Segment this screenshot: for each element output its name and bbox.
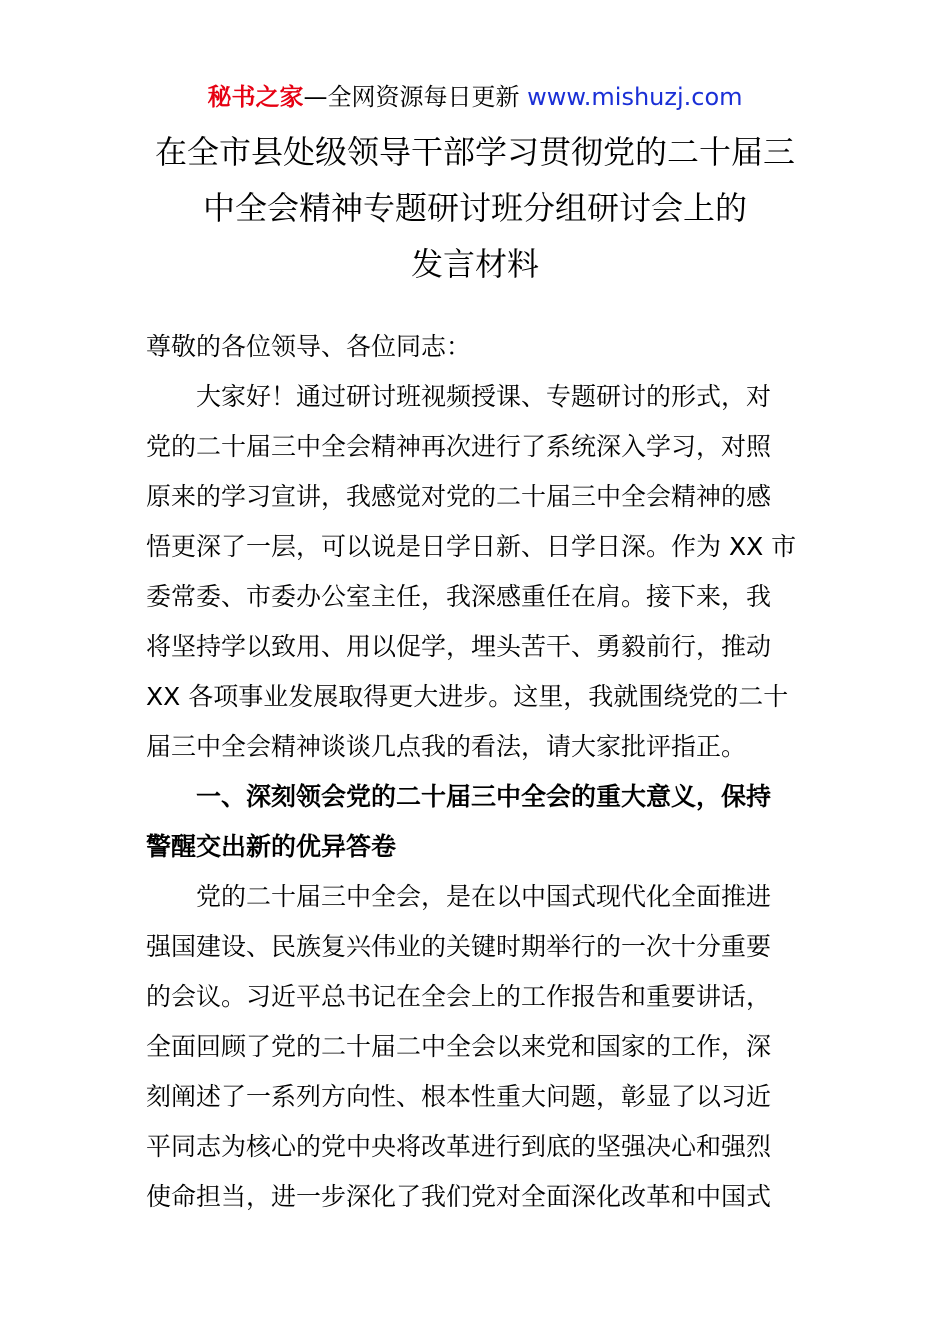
site-slogan: —全网资源每日更新: [303, 83, 528, 111]
title-line-1: 在全市县处级领导干部学习贯彻党的二十届三: [154, 133, 795, 171]
paragraph-2-line: 全面回顾了党的二十届二中全会以来党和国家的工作，深: [146, 1032, 772, 1061]
paragraph-1-line: 党的二十届三中全会精神再次进行了系统深入学习，对照: [146, 432, 772, 461]
section-heading-1: 警醒交出新的优异答卷: [146, 832, 397, 861]
site-header: [0, 80, 950, 114]
document-title: [0, 124, 950, 292]
paragraph-1-line: 大家好！通过研讨班视频授课、专题研讨的形式，对: [196, 382, 772, 411]
site-brand: 秘书之家: [207, 83, 304, 111]
paragraph-2-line: 强国建设、民族复兴伟业的关键时期举行的一次十分重要: [146, 932, 772, 961]
salutation: 尊敬的各位领导、各位同志：: [146, 332, 472, 361]
paragraph-2-line: 刻阐述了一系列方向性、根本性重大问题，彰显了以习近: [146, 1082, 772, 1111]
title-line-2: 中全会精神专题研讨班分组研讨会上的: [202, 189, 747, 227]
title-line-3: 发言材料: [410, 245, 539, 283]
site-url-link[interactable]: www.mishuzj.com: [527, 83, 743, 111]
paragraph-1-line: XX 各项事业发展取得更大进步。这里，我就围绕党的二十: [146, 682, 789, 711]
paragraph-2-line: 党的二十届三中全会，是在以中国式现代化全面推进: [196, 882, 772, 911]
paragraph-1-line: 届三中全会精神谈谈几点我的看法，请大家批评指正。: [146, 732, 747, 761]
paragraph-1-line: 原来的学习宣讲，我感觉对党的二十届三中全会精神的感: [146, 482, 772, 511]
paragraph-2-line: 使命担当，进一步深化了我们党对全面深化改革和中国式: [146, 1182, 772, 1211]
paragraph-1-line: 悟更深了一层，可以说是日学日新、日学日深。作为 XX 市: [146, 532, 797, 561]
section-heading-1: 一、深刻领会党的二十届三中全会的重大意义，保持: [196, 782, 772, 811]
paragraph-1-line: 将坚持学以致用、用以促学，埋头苦干、勇毅前行，推动: [146, 632, 772, 661]
paragraph-2-line: 的会议。习近平总书记在全会上的工作报告和重要讲话，: [146, 982, 772, 1011]
paragraph-1-line: 委常委、市委办公室主任，我深感重任在肩。接下来，我: [146, 582, 772, 611]
paragraph-2-line: 平同志为核心的党中央将改革进行到底的坚强决心和强烈: [146, 1132, 772, 1161]
document-body: [146, 322, 806, 1222]
